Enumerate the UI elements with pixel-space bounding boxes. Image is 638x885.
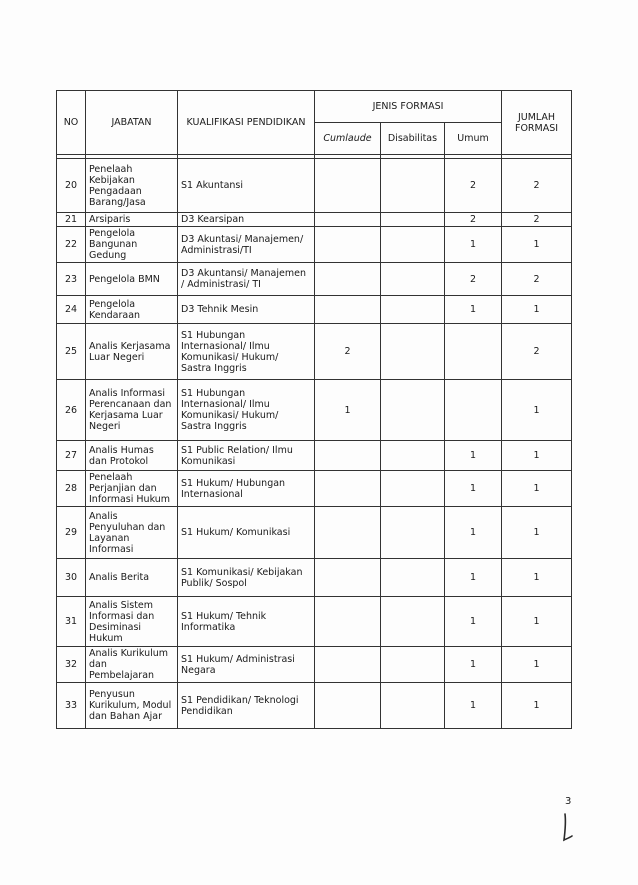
- cell-jumlah: 2: [502, 159, 572, 213]
- cell-jabatan: Pengelola Kendaraan: [86, 296, 178, 324]
- cell-umum: 2: [445, 263, 502, 296]
- cell-cumlaude: [315, 647, 381, 683]
- cell-jumlah: 1: [502, 683, 572, 729]
- cell-disabilitas: [381, 559, 445, 597]
- cell-cumlaude: 2: [315, 324, 381, 380]
- cell-disabilitas: [381, 597, 445, 647]
- cell-umum: 2: [445, 213, 502, 227]
- cell-jabatan: Analis Kurikulum dan Pembelajaran: [86, 647, 178, 683]
- cell-cumlaude: 1: [315, 380, 381, 441]
- cell-umum: 1: [445, 559, 502, 597]
- cell-jabatan: Analis Kerjasama Luar Negeri: [86, 324, 178, 380]
- cell-disabilitas: [381, 227, 445, 263]
- cell-jumlah: 2: [502, 213, 572, 227]
- cell-no: 21: [57, 213, 86, 227]
- cell-no: 32: [57, 647, 86, 683]
- cell-kualifikasi: S1 Public Relation/ Ilmu Komunikasi: [178, 441, 315, 471]
- cell-cumlaude: [315, 227, 381, 263]
- cell-jabatan: Analis Humas dan Protokol: [86, 441, 178, 471]
- cell-no: 22: [57, 227, 86, 263]
- cell-cumlaude: [315, 441, 381, 471]
- header-no: NO: [57, 91, 86, 155]
- cell-jumlah: 1: [502, 441, 572, 471]
- cell-disabilitas: [381, 507, 445, 559]
- table-row: [57, 471, 572, 507]
- cell-jabatan: Pengelola Bangunan Gedung: [86, 227, 178, 263]
- table-row: [57, 597, 572, 647]
- cell-umum: 1: [445, 471, 502, 507]
- cell-umum: 1: [445, 647, 502, 683]
- cell-kualifikasi: S1 Komunikasi/ Kebijakan Publik/ Sospol: [178, 559, 315, 597]
- cell-umum: 1: [445, 227, 502, 263]
- cell-disabilitas: [381, 683, 445, 729]
- cell-cumlaude: [315, 559, 381, 597]
- cell-cumlaude: [315, 263, 381, 296]
- cell-jumlah: 1: [502, 507, 572, 559]
- cell-kualifikasi: D3 Akuntasi/ Manajemen/ Administrasi/TI: [178, 227, 315, 263]
- cell-kualifikasi: D3 Tehnik Mesin: [178, 296, 315, 324]
- cell-kualifikasi: S1 Hukum/ Administrasi Negara: [178, 647, 315, 683]
- cell-jumlah: 1: [502, 227, 572, 263]
- cell-disabilitas: [381, 213, 445, 227]
- table-row: [57, 380, 572, 441]
- cell-umum: 1: [445, 507, 502, 559]
- header-jumlah-formasi: JUMLAH FORMASI: [502, 91, 572, 155]
- cell-cumlaude: [315, 507, 381, 559]
- cell-jumlah: 1: [502, 471, 572, 507]
- cell-umum: [445, 324, 502, 380]
- cell-jumlah: 1: [502, 296, 572, 324]
- cell-disabilitas: [381, 647, 445, 683]
- cell-umum: 1: [445, 441, 502, 471]
- cell-jumlah: 1: [502, 559, 572, 597]
- cell-kualifikasi: S1 Hubungan Internasional/ Ilmu Komunikasi/ Hukum/ Sastra Inggris: [178, 380, 315, 441]
- cell-jabatan: Penyusun Kurikulum, Modul dan Bahan Ajar: [86, 683, 178, 729]
- cell-no: 23: [57, 263, 86, 296]
- table-row: [57, 683, 572, 729]
- cell-jabatan: Penelaah Perjanjian dan Informasi Hukum: [86, 471, 178, 507]
- cell-no: 30: [57, 559, 86, 597]
- cell-jabatan: Pengelola BMN: [86, 263, 178, 296]
- table-row: [57, 159, 572, 213]
- cell-disabilitas: [381, 296, 445, 324]
- cell-umum: 2: [445, 159, 502, 213]
- cell-disabilitas: [381, 159, 445, 213]
- cell-no: 24: [57, 296, 86, 324]
- cell-cumlaude: [315, 597, 381, 647]
- table-row: [57, 263, 572, 296]
- cell-jumlah: 2: [502, 263, 572, 296]
- page-number: 3: [565, 796, 572, 807]
- cell-kualifikasi: D3 Kearsipan: [178, 213, 315, 227]
- table-row: [57, 324, 572, 380]
- cell-jabatan: Arsiparis: [86, 213, 178, 227]
- cell-no: 29: [57, 507, 86, 559]
- table-row: [57, 296, 572, 324]
- table-row: [57, 647, 572, 683]
- table-body: [57, 159, 572, 729]
- cell-kualifikasi: D3 Akuntansi/ Manajemen / Administrasi/ TI: [178, 263, 315, 296]
- table-row: [57, 227, 572, 263]
- cell-no: 26: [57, 380, 86, 441]
- header-umum: Umum: [445, 123, 502, 155]
- cell-jabatan: Analis Berita: [86, 559, 178, 597]
- header-jenis-formasi: JENIS FORMASI: [315, 91, 502, 123]
- cell-kualifikasi: S1 Hukum/ Komunikasi: [178, 507, 315, 559]
- cell-umum: 1: [445, 597, 502, 647]
- cell-jabatan: Analis Sistem Informasi dan Desiminasi Hukum: [86, 597, 178, 647]
- cell-no: 20: [57, 159, 86, 213]
- header-jabatan: JABATAN: [86, 91, 178, 155]
- cell-kualifikasi: S1 Pendidikan/ Teknologi Pendidikan: [178, 683, 315, 729]
- table-row: [57, 213, 572, 227]
- cell-disabilitas: [381, 471, 445, 507]
- cell-disabilitas: [381, 263, 445, 296]
- cell-kualifikasi: S1 Hukum/ Hubungan Internasional: [178, 471, 315, 507]
- cell-jabatan: Analis Penyuluhan dan Layanan Informasi: [86, 507, 178, 559]
- cell-jumlah: 1: [502, 597, 572, 647]
- cell-no: 31: [57, 597, 86, 647]
- cell-umum: 1: [445, 296, 502, 324]
- cell-cumlaude: [315, 296, 381, 324]
- cell-jumlah: 1: [502, 647, 572, 683]
- header-disabilitas: Disabilitas: [381, 123, 445, 155]
- cell-disabilitas: [381, 441, 445, 471]
- table-row: [57, 441, 572, 471]
- cell-jumlah: 1: [502, 380, 572, 441]
- cell-no: 25: [57, 324, 86, 380]
- table-row: [57, 507, 572, 559]
- table-row: [57, 559, 572, 597]
- cell-no: 33: [57, 683, 86, 729]
- cell-jabatan: Penelaah Kebijakan Pengadaan Barang/Jasa: [86, 159, 178, 213]
- cell-no: 28: [57, 471, 86, 507]
- formasi-table: [56, 90, 572, 729]
- cell-kualifikasi: S1 Hubungan Internasional/ Ilmu Komunikasi/ Hukum/ Sastra Inggris: [178, 324, 315, 380]
- cell-cumlaude: [315, 683, 381, 729]
- cell-umum: [445, 380, 502, 441]
- cell-disabilitas: [381, 324, 445, 380]
- cell-kualifikasi: S1 Akuntansi: [178, 159, 315, 213]
- cell-disabilitas: [381, 380, 445, 441]
- cell-cumlaude: [315, 213, 381, 227]
- cell-jumlah: 2: [502, 324, 572, 380]
- cell-kualifikasi: S1 Hukum/ Tehnik Informatika: [178, 597, 315, 647]
- handwritten-initial: [556, 812, 576, 848]
- header-cumlaude: Cumlaude: [315, 123, 381, 155]
- cell-jabatan: Analis Informasi Perencanaan dan Kerjasama Luar Negeri: [86, 380, 178, 441]
- cell-cumlaude: [315, 471, 381, 507]
- cell-cumlaude: [315, 159, 381, 213]
- cell-no: 27: [57, 441, 86, 471]
- cell-umum: 1: [445, 683, 502, 729]
- header-kualifikasi: KUALIFIKASI PENDIDIKAN: [178, 91, 315, 155]
